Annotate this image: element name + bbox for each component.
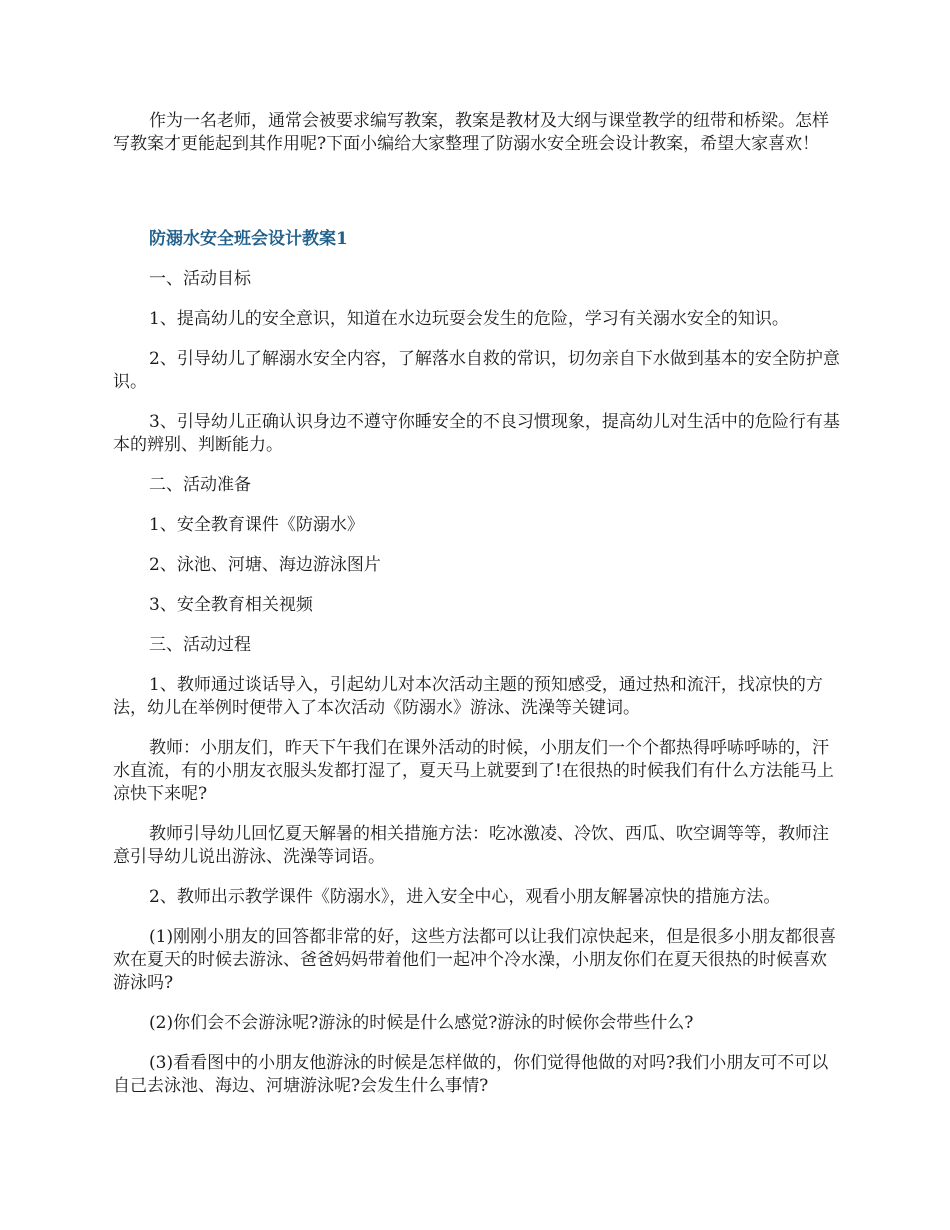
paragraph: 1、教师通过谈话导入，引起幼儿对本次活动主题的预知感受，通过热和流汗，找凉快的方法，幼儿在举例时便带入了本次活动《防溺水》游泳、洗澡等关键词。 (113, 675, 823, 718)
paragraph: (2)你们会不会游泳呢?游泳的时候是什么感觉?游泳的时候你会带些什么? (149, 1013, 694, 1033)
paragraph: (3)看看图中的小朋友他游泳的时候是怎样做的，你们觉得他做的对吗?我们小朋友可不可以自己去泳池、海边、河塘游泳呢?会发生什么事情? (113, 1053, 829, 1096)
paragraph: 1、安全教育课件《防溺水》 (149, 515, 364, 535)
section-title: 防溺水安全班会设计教案1 (149, 229, 348, 249)
paragraph: 2、泳池、河塘、海边游泳图片 (149, 555, 381, 575)
paragraph: 教师引导幼儿回忆夏天解暑的相关措施方法：吃冰激凌、冷饮、西瓜、吹空调等等，教师注意引导幼儿说出游泳、洗澡等词语。 (113, 824, 829, 867)
section-heading-preparation: 二、活动准备 (149, 475, 251, 495)
intro-paragraph: 作为一名老师，通常会被要求编写教案，教案是教材及大纲与课堂教学的纽带和桥梁。怎样写教案才更能起到其作用呢?下面小编给大家整理了防溺水安全班会设计教案，希望大家喜欢！ (113, 111, 829, 154)
paragraph: 2、教师出示教学课件《防溺水》，进入安全中心，观看小朋友解暑凉快的措施方法。 (149, 887, 781, 907)
paragraph: 3、安全教育相关视频 (149, 595, 313, 615)
paragraph: 教师：小朋友们，昨天下午我们在课外活动的时候，小朋友们一个个都热得呼哧呼哧的，汗水直流，有的小朋友衣服头发都打湿了，夏天马上就要到了!在很热的时候我们有什么方法能马上凉快下来呢? (113, 738, 834, 804)
paragraph: 3、引导幼儿正确认识身边不遵守你睡安全的不良习惯现象，提高幼儿对生活中的危险行有基本的辨别、判断能力。 (113, 412, 840, 455)
paragraph: 1、提高幼儿的安全意识，知道在水边玩耍会发生的危险，学习有关溺水安全的知识。 (149, 309, 789, 329)
section-heading-goals: 一、活动目标 (149, 269, 251, 289)
paragraph: 2、引导幼儿了解溺水安全内容，了解落水自救的常识，切勿亲自下水做到基本的安全防护意识。 (113, 349, 840, 392)
section-heading-process: 三、活动过程 (149, 635, 251, 655)
paragraph: (1)刚刚小朋友的回答都非常的好，这些方法都可以让我们凉快起来，但是很多小朋友都很喜欢在夏天的时候去游泳、爸爸妈妈带着他们一起冲个冷水澡，小朋友你们在夏天很热的时候喜欢游泳吗? (113, 927, 837, 993)
